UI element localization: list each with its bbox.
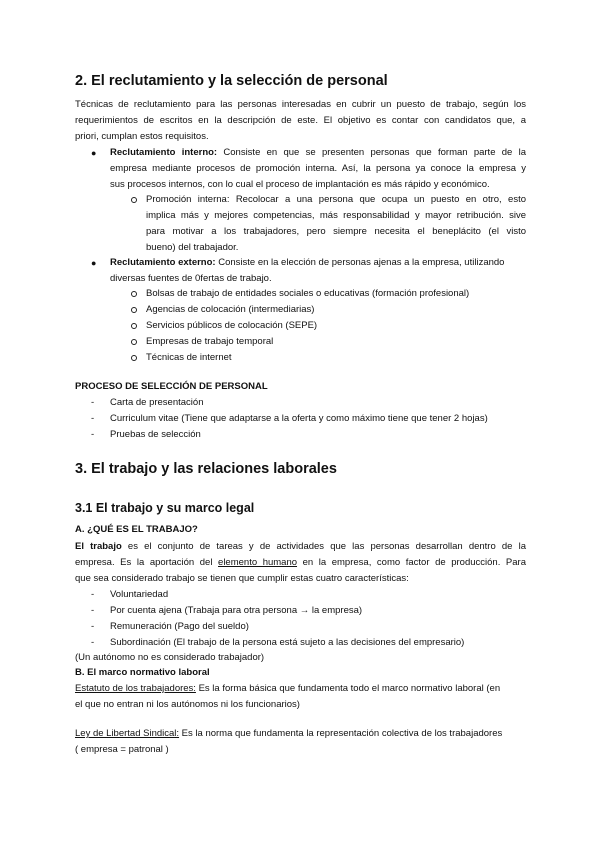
external-text-1: Consiste en la elección de personas ajenas a la empresa, utilizando (215, 257, 505, 268)
dash-icon: - (91, 637, 95, 648)
dash-icon: - (91, 605, 95, 616)
process-item-1: Carta de presentación (110, 397, 204, 408)
internal-term: Reclutamiento interno: (110, 147, 218, 158)
estatuto-text: Es la forma básica que fundamenta todo el marco normativo laboral (en (195, 683, 501, 694)
ley-line-2: ( empresa = patronal ) (75, 744, 169, 755)
dash-icon: - (91, 621, 95, 632)
autonomo-note: (Un autónomo no es considerado trabajador) (75, 652, 265, 663)
b-title: B. El marco normativo laboral (75, 667, 210, 678)
work-def-text-2b: en la empresa, como factor de producción. Para (297, 557, 526, 568)
characteristic-1: Voluntariedad (110, 589, 169, 600)
work-def-line-2 (75, 557, 526, 569)
bullet-icon: ● (91, 258, 97, 268)
dash-icon: - (91, 397, 95, 408)
dash-icon: - (91, 429, 95, 440)
promo-line-4: bueno) del trabajador. (146, 242, 239, 253)
intro-line-2: requerimientos de escritos en la descripción de este. El objetivo es contar con candidatos que, a (75, 115, 526, 126)
intro-line-1: Técnicas de reclutamiento para las personas interesadas en cubrir un puesto de trabajo, según los (75, 99, 526, 110)
external-source-3: Servicios públicos de colocación (SEPE) (146, 320, 318, 331)
process-title: PROCESO DE SELECCIÓN DE PERSONAL (75, 381, 268, 392)
ley-line-1 (75, 728, 502, 740)
external-source-5: Técnicas de internet (146, 352, 232, 363)
bullet-icon: ● (91, 148, 97, 158)
ley-text: Es la norma que fundamenta la representación colectiva de los trabajadores (179, 728, 503, 739)
external-line-1 (110, 257, 504, 269)
characteristic-4: Subordinación (El trabajo de la persona está sujeto a las decisiones del empresario) (110, 637, 465, 648)
a-title: A. ¿QUÉ ES EL TRABAJO? (75, 524, 198, 535)
external-term: Reclutamiento externo: (110, 257, 216, 268)
subsection-3-1-title: 3.1 El trabajo y su marco legal (75, 501, 255, 515)
characteristic-2: Por cuenta ajena (Trabaja para otra persona → la empresa) (110, 605, 363, 616)
section-2-title: 2. El reclutamiento y la selección de personal (75, 73, 388, 89)
dash-icon: - (91, 589, 95, 600)
internal-line-2: empresa mediante procesos de promoción interna. Así, la persona ya conoce la empresa y (110, 163, 526, 174)
work-def-line-3: que sea considerado trabajo se tienen que cumplir estas cuatro características: (75, 573, 409, 584)
internal-line-1 (110, 147, 526, 159)
human-element-term: elemento humano (218, 557, 298, 568)
work-term: El trabajo (75, 541, 122, 552)
estatuto-line-1 (75, 683, 500, 695)
estatuto-term: Estatuto de los trabajadores: (75, 683, 196, 694)
intro-line-3: priori, cumplan estos requisitos. (75, 131, 209, 142)
promo-line-2: implica más y mejores competencias, más responsabilidad y mayor retribución. sive (146, 210, 526, 221)
promo-line-3: para motivar a los trabajadores, pero siempre necesita el beneplácito (el visto (146, 226, 526, 237)
external-source-2: Agencias de colocación (intermediarias) (146, 304, 315, 315)
external-source-4: Empresas de trabajo temporal (146, 336, 274, 347)
circle-bullet-icon (131, 307, 137, 313)
ley-term: Ley de Libertad Sindical: (75, 728, 180, 739)
work-def-text-2a: empresa. Es la aportación del (75, 557, 219, 568)
work-def-line-1 (75, 541, 526, 553)
process-item-2: Curriculum vitae (Tiene que adaptarse a la oferta y como máximo tiene que tener 2 hojas) (110, 413, 488, 424)
internal-line-3: sus procesos internos, con lo cual el proceso de implantación es más rápido y económico. (110, 179, 490, 190)
dash-icon: - (91, 413, 95, 424)
internal-text-1: Consiste en que se presenten personas que forman parte de la (217, 147, 527, 158)
circle-bullet-icon (131, 323, 137, 329)
characteristic-3: Remuneración (Pago del sueldo) (110, 621, 249, 632)
circle-bullet-icon (131, 197, 137, 203)
circle-bullet-icon (131, 291, 137, 297)
circle-bullet-icon (131, 339, 137, 345)
work-def-text-1: es el conjunto de tareas y de actividades que las personas desarrollan dentro de la (121, 541, 526, 552)
estatuto-line-2: el que no entran ni los autónomos ni los funcionarios) (75, 699, 300, 710)
process-item-3: Pruebas de selección (110, 429, 201, 440)
section-3-title: 3. El trabajo y las relaciones laborales (75, 461, 337, 477)
promo-line-1: Promoción interna: Recolocar a una persona que ocupa un puesto en otro, esto (146, 194, 526, 205)
external-source-1: Bolsas de trabajo de entidades sociales o educativas (formación profesional) (146, 288, 470, 299)
circle-bullet-icon (131, 355, 137, 361)
external-line-2: diversas fuentes de 0fertas de trabajo. (110, 273, 272, 284)
